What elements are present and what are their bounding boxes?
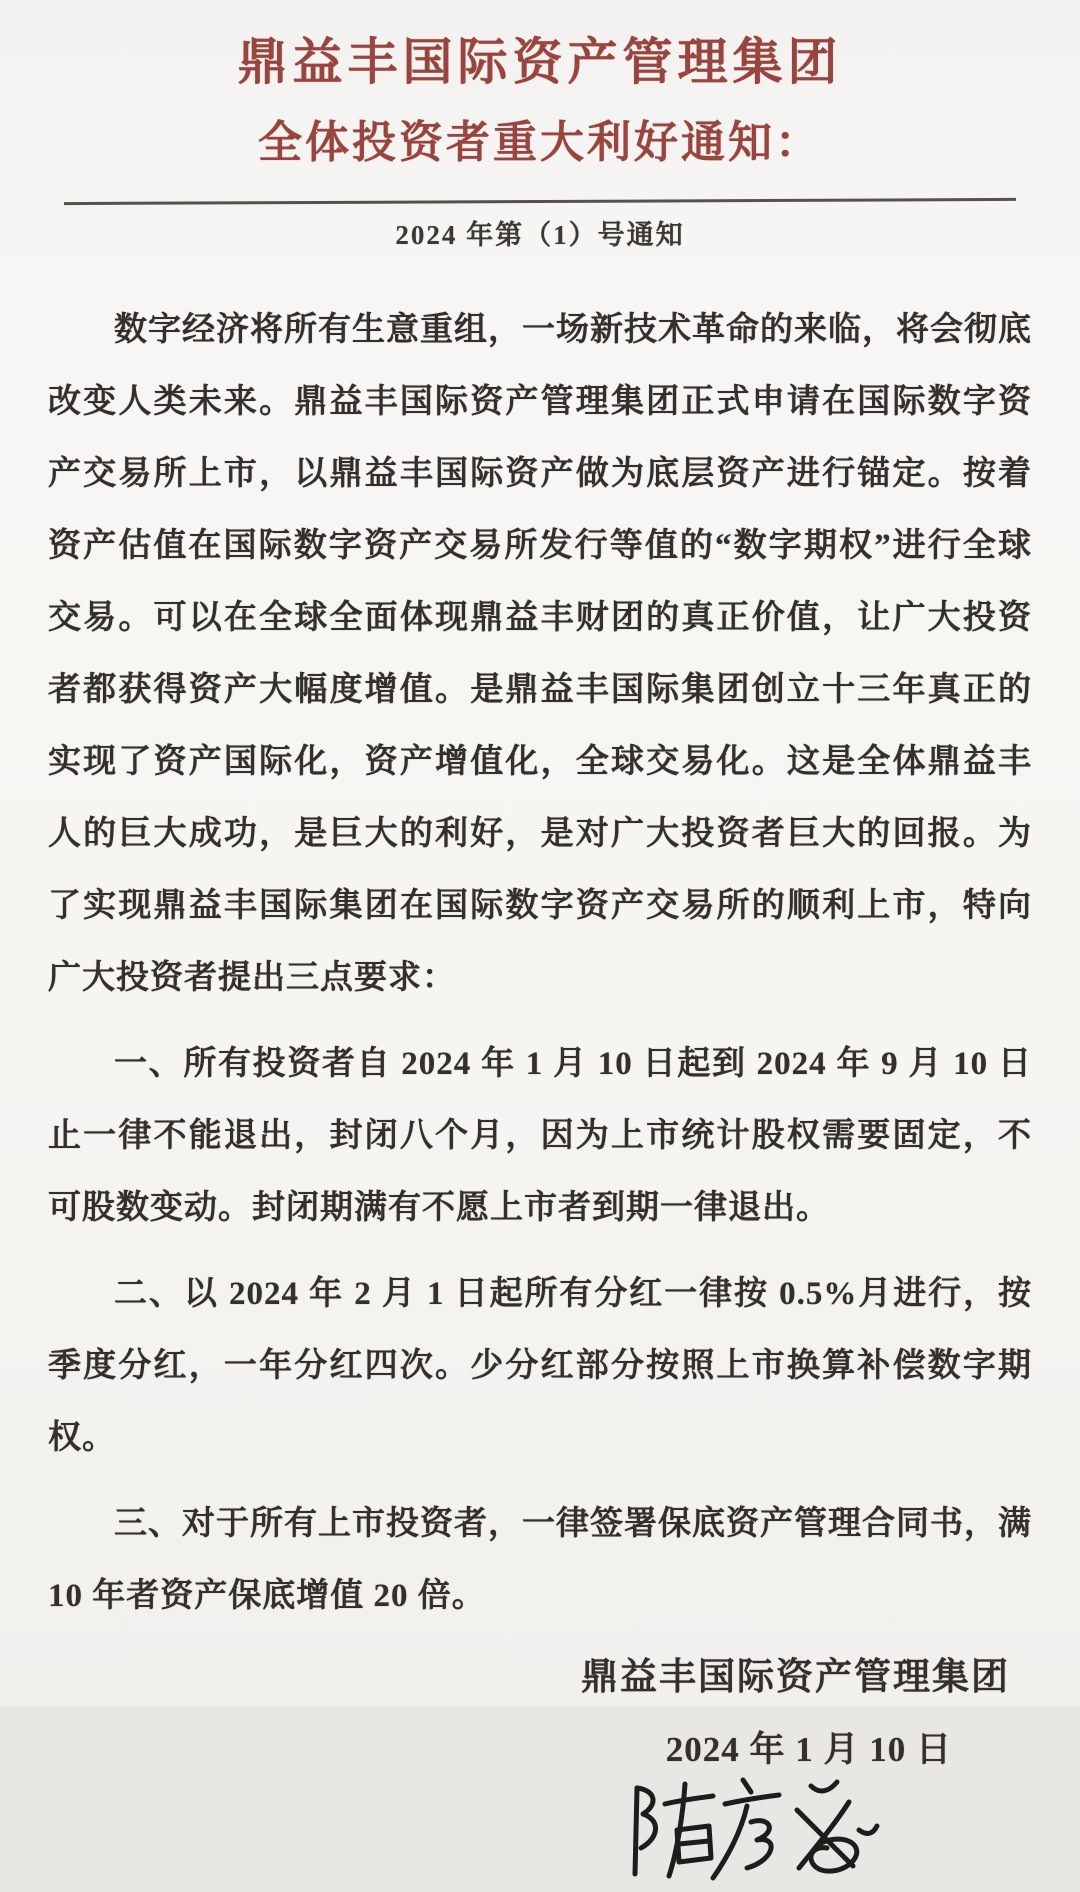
horizontal-rule xyxy=(64,198,1016,205)
paragraph-requirement-2: 二、以 2024 年 2 月 1 日起所有分红一律按 0.5%月进行，按季度分红，一年分红四次。少分红部分按照上市换算补偿数字期权。 xyxy=(48,1276,1032,1456)
handwritten-signature-icon xyxy=(615,1774,895,1892)
document-title: 鼎益丰国际资产管理集团 xyxy=(237,34,843,90)
signature-block xyxy=(0,1774,895,1892)
document-subtitle: 全体投资者重大利好通知： xyxy=(258,118,822,167)
notice-number: 2024 年第（1）号通知 xyxy=(395,220,685,250)
signoff-organization: 鼎益丰国际资产管理集团 xyxy=(581,1657,1010,1698)
document-body xyxy=(48,294,1032,1632)
signoff-date: 2024 年 1 月 10 日 xyxy=(665,1730,952,1769)
paragraph-intro: 数字经济将所有生意重组，一场新技术革命的来临，将会彻底改变人类未来。鼎益丰国际资产管理集团正式申请在国际数字资产交易所上市，以鼎益丰国际资产做为底层资产进行锚定。按着资产估值在国际数字资产交易所发行等值的“数字期权”进行全球交易。可以在全球全面体现鼎益丰财团的真正价值，让广大投资者都获得资产大幅度增值。是鼎益丰国际集团创立十三年真正的实现了资产国际化，资产增值化，全球交易化。这是全体鼎益丰人的巨大成功，是巨大的利好，是对广大投资者巨大的回报。为了实现鼎益丰国际集团在国际数字资产交易所的顺利上市，特向广大投资者提出三点要求： xyxy=(48,312,1032,996)
paragraph-requirement-1: 一、所有投资者自 2024 年 1 月 10 日起到 2024 年 9 月 10 日止一律不能退出，封闭八个月，因为上市统计股权需要固定，不可股数变动。封闭期满有不愿上市者到期一律退出。 xyxy=(48,1046,1033,1226)
paragraph-requirement-3: 三、对于所有上市投资者，一律签署保底资产管理合同书，满 10 年者资产保底增值 20 倍。 xyxy=(48,1506,1032,1614)
